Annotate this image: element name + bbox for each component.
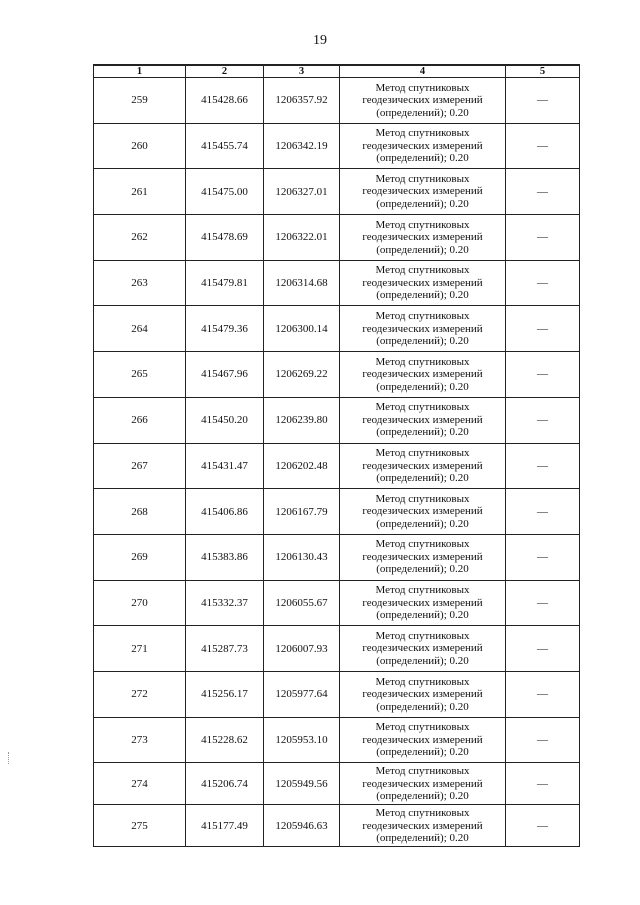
method-line: Метод спутниковых <box>375 675 470 688</box>
method-cell <box>340 215 506 261</box>
method-line: Метод спутниковых <box>375 807 470 820</box>
method-cell <box>340 397 506 443</box>
table-row <box>94 489 580 535</box>
method-line: Метод спутниковых <box>375 721 470 734</box>
point-number-cell: 264 <box>94 306 186 352</box>
method-line: (определений); 0.20 <box>376 197 469 210</box>
y-coordinate-cell: 1206239.80 <box>264 397 340 443</box>
method-cell <box>340 626 506 672</box>
table-header <box>94 65 580 78</box>
method-cell <box>340 489 506 535</box>
method-line: (определений); 0.20 <box>376 426 469 439</box>
method-cell <box>340 123 506 169</box>
method-cell <box>340 306 506 352</box>
method-line: Метод спутниковых <box>375 81 470 94</box>
y-coordinate-cell: 1206007.93 <box>264 626 340 672</box>
point-number-cell: 273 <box>94 717 186 763</box>
table-row <box>94 671 580 717</box>
margin-mark <box>8 752 11 764</box>
table-row <box>94 763 580 805</box>
method-line: геодезических измерений <box>362 733 483 746</box>
method-line: геодезических измерений <box>362 413 483 426</box>
method-line: (определений); 0.20 <box>376 472 469 485</box>
note-cell: — <box>506 534 580 580</box>
method-line: геодезических измерений <box>362 368 483 381</box>
x-coordinate-cell: 415428.66 <box>186 78 264 124</box>
method-line: (определений); 0.20 <box>376 243 469 256</box>
point-number-cell: 269 <box>94 534 186 580</box>
table-row <box>94 352 580 398</box>
table-row <box>94 534 580 580</box>
method-line: геодезических измерений <box>362 642 483 655</box>
x-coordinate-cell: 415206.74 <box>186 763 264 805</box>
method-line: геодезических измерений <box>362 322 483 335</box>
method-line: (определений); 0.20 <box>376 563 469 576</box>
note-cell: — <box>506 580 580 626</box>
method-cell <box>340 169 506 215</box>
method-line: Метод спутниковых <box>375 127 470 140</box>
method-line: Метод спутниковых <box>375 492 470 505</box>
note-cell: — <box>506 123 580 169</box>
table-row <box>94 169 580 215</box>
method-line: (определений); 0.20 <box>376 654 469 667</box>
y-coordinate-cell: 1205953.10 <box>264 717 340 763</box>
method-line: (определений); 0.20 <box>376 152 469 165</box>
coordinates-table <box>93 64 580 847</box>
method-cell <box>340 534 506 580</box>
method-line: геодезических измерений <box>362 139 483 152</box>
method-line: (определений); 0.20 <box>376 832 469 845</box>
method-line: геодезических измерений <box>362 276 483 289</box>
point-number-cell: 271 <box>94 626 186 672</box>
column-header-3: 3 <box>264 65 340 78</box>
x-coordinate-cell: 415287.73 <box>186 626 264 672</box>
table-row <box>94 626 580 672</box>
method-line: (определений); 0.20 <box>376 700 469 713</box>
point-number-cell: 262 <box>94 215 186 261</box>
method-line: геодезических измерений <box>362 459 483 472</box>
method-line: геодезических измерений <box>362 505 483 518</box>
method-cell <box>340 717 506 763</box>
method-cell <box>340 352 506 398</box>
point-number-cell: 259 <box>94 78 186 124</box>
note-cell: — <box>506 671 580 717</box>
method-line: геодезических измерений <box>362 231 483 244</box>
table-row <box>94 306 580 352</box>
note-cell: — <box>506 215 580 261</box>
x-coordinate-cell: 415431.47 <box>186 443 264 489</box>
y-coordinate-cell: 1206130.43 <box>264 534 340 580</box>
x-coordinate-cell: 415450.20 <box>186 397 264 443</box>
table-row <box>94 717 580 763</box>
x-coordinate-cell: 415228.62 <box>186 717 264 763</box>
note-cell: — <box>506 443 580 489</box>
note-cell: — <box>506 352 580 398</box>
x-coordinate-cell: 415467.96 <box>186 352 264 398</box>
table-row <box>94 123 580 169</box>
column-header-1: 1 <box>94 65 186 78</box>
table-row <box>94 805 580 847</box>
method-cell <box>340 671 506 717</box>
method-line: геодезических измерений <box>362 819 483 832</box>
note-cell: — <box>506 397 580 443</box>
point-number-cell: 267 <box>94 443 186 489</box>
point-number-cell: 272 <box>94 671 186 717</box>
x-coordinate-cell: 415332.37 <box>186 580 264 626</box>
note-cell: — <box>506 626 580 672</box>
y-coordinate-cell: 1206202.48 <box>264 443 340 489</box>
y-coordinate-cell: 1206342.19 <box>264 123 340 169</box>
method-line: (определений); 0.20 <box>376 335 469 348</box>
table-row <box>94 215 580 261</box>
method-cell <box>340 763 506 805</box>
method-line: геодезических измерений <box>362 550 483 563</box>
method-cell <box>340 443 506 489</box>
x-coordinate-cell: 415177.49 <box>186 805 264 847</box>
x-coordinate-cell: 415479.36 <box>186 306 264 352</box>
x-coordinate-cell: 415479.81 <box>186 260 264 306</box>
note-cell: — <box>506 260 580 306</box>
note-cell: — <box>506 489 580 535</box>
y-coordinate-cell: 1205946.63 <box>264 805 340 847</box>
method-line: (определений); 0.20 <box>376 609 469 622</box>
method-line: (определений); 0.20 <box>376 106 469 119</box>
table-row <box>94 260 580 306</box>
method-line: Метод спутниковых <box>375 629 470 642</box>
method-line: Метод спутниковых <box>375 172 470 185</box>
method-line: Метод спутниковых <box>375 765 470 778</box>
note-cell: — <box>506 717 580 763</box>
method-cell <box>340 78 506 124</box>
y-coordinate-cell: 1206314.68 <box>264 260 340 306</box>
point-number-cell: 260 <box>94 123 186 169</box>
table-body <box>94 78 580 847</box>
note-cell: — <box>506 169 580 215</box>
method-cell <box>340 805 506 847</box>
method-line: геодезических измерений <box>362 596 483 609</box>
method-line: геодезических измерений <box>362 688 483 701</box>
table-row <box>94 443 580 489</box>
method-line: геодезических измерений <box>362 185 483 198</box>
page-number: 19 <box>313 33 327 48</box>
y-coordinate-cell: 1205977.64 <box>264 671 340 717</box>
table-row <box>94 580 580 626</box>
method-line: (определений); 0.20 <box>376 746 469 759</box>
y-coordinate-cell: 1206300.14 <box>264 306 340 352</box>
method-line: Метод спутниковых <box>375 218 470 231</box>
method-line: Метод спутниковых <box>375 310 470 323</box>
x-coordinate-cell: 415478.69 <box>186 215 264 261</box>
method-line: Метод спутниковых <box>375 401 470 414</box>
point-number-cell: 265 <box>94 352 186 398</box>
method-line: (определений); 0.20 <box>376 380 469 393</box>
point-number-cell: 275 <box>94 805 186 847</box>
y-coordinate-cell: 1206167.79 <box>264 489 340 535</box>
table-row <box>94 78 580 124</box>
method-line: Метод спутниковых <box>375 447 470 460</box>
note-cell: — <box>506 306 580 352</box>
note-cell: — <box>506 805 580 847</box>
point-number-cell: 270 <box>94 580 186 626</box>
method-line: (определений); 0.20 <box>376 517 469 530</box>
x-coordinate-cell: 415406.86 <box>186 489 264 535</box>
y-coordinate-cell: 1206269.22 <box>264 352 340 398</box>
x-coordinate-cell: 415256.17 <box>186 671 264 717</box>
method-line: (определений); 0.20 <box>376 790 469 803</box>
method-line: Метод спутниковых <box>375 584 470 597</box>
method-line: Метод спутниковых <box>375 355 470 368</box>
y-coordinate-cell: 1205949.56 <box>264 763 340 805</box>
y-coordinate-cell: 1206055.67 <box>264 580 340 626</box>
point-number-cell: 266 <box>94 397 186 443</box>
column-header-5: 5 <box>506 65 580 78</box>
method-cell <box>340 260 506 306</box>
note-cell: — <box>506 763 580 805</box>
x-coordinate-cell: 415455.74 <box>186 123 264 169</box>
point-number-cell: 261 <box>94 169 186 215</box>
method-line: (определений); 0.20 <box>376 289 469 302</box>
method-line: Метод спутниковых <box>375 538 470 551</box>
x-coordinate-cell: 415383.86 <box>186 534 264 580</box>
column-header-4: 4 <box>340 65 506 78</box>
x-coordinate-cell: 415475.00 <box>186 169 264 215</box>
note-cell: — <box>506 78 580 124</box>
method-line: геодезических измерений <box>362 94 483 107</box>
y-coordinate-cell: 1206357.92 <box>264 78 340 124</box>
point-number-cell: 263 <box>94 260 186 306</box>
method-line: геодезических измерений <box>362 777 483 790</box>
column-header-2: 2 <box>186 65 264 78</box>
point-number-cell: 274 <box>94 763 186 805</box>
method-cell <box>340 580 506 626</box>
y-coordinate-cell: 1206322.01 <box>264 215 340 261</box>
point-number-cell: 268 <box>94 489 186 535</box>
method-line: Метод спутниковых <box>375 264 470 277</box>
y-coordinate-cell: 1206327.01 <box>264 169 340 215</box>
table-row <box>94 397 580 443</box>
